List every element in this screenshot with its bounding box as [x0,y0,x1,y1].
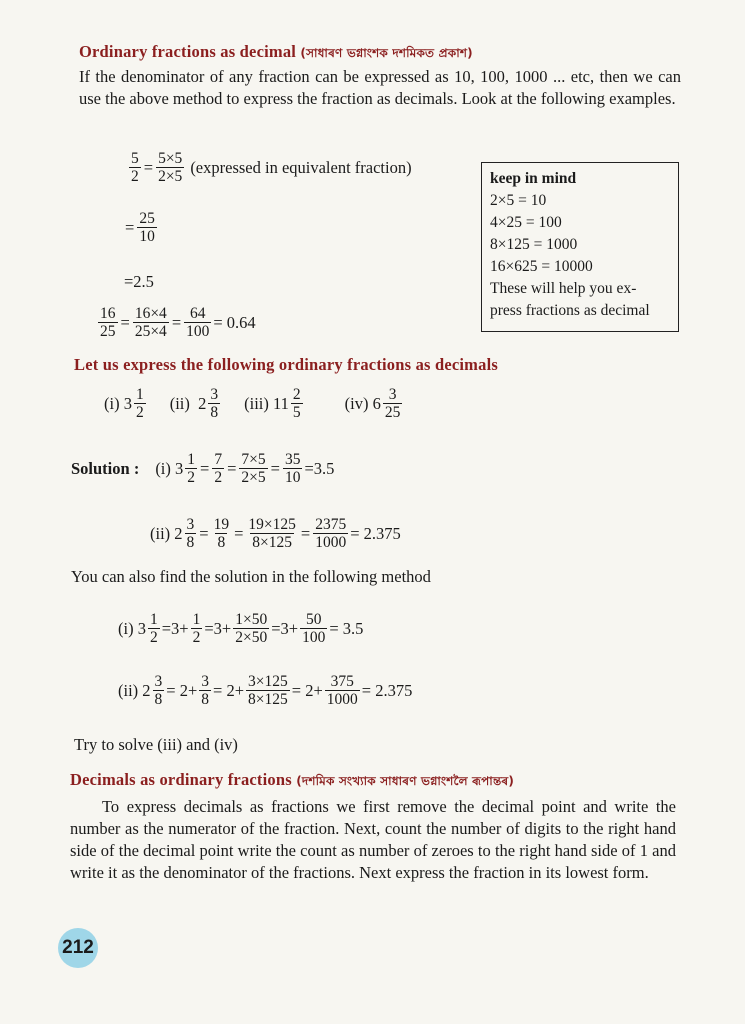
equals-sign: = [234,523,244,543]
solution-part-label: (ii) [150,523,171,543]
equals-sign: = [120,312,130,332]
keep-line: 2×5 = 10 [490,192,547,209]
section-heading-ordinary-to-decimal [79,42,473,65]
equals-sign: = [125,217,135,237]
solution-ii: (ii) 2 $\frac{3}{8}$ = $\frac{19}{8}$ = $\frac{19\times 125}{8\times 125}$ = $\frac{2375}{1000}$ = 2.375 [150,516,401,551]
exercise-label: (iv) [344,393,369,413]
heading-bengali: (দশমিক সংখ্যাক সাধাৰণ ভগ্নাংশলৈ ৰূপান্তৰ) [296,774,515,788]
result: = 0.64 [213,312,256,332]
plus-step: = 2+ [213,680,245,700]
example1-line2 [124,210,159,245]
exercise-item: (iii) 11 $\frac{2}{5}$ [244,386,301,421]
equals-sign: = [270,458,280,478]
keep-in-mind-title: keep in mind [490,170,577,187]
whole-part: 3 [123,393,132,413]
plus-step: =3+ [204,618,232,638]
keep-line: 16×625 = 10000 [490,258,593,275]
equals-sign: = [199,523,209,543]
solution-label: Solution : [71,458,140,478]
exercise-item: (iv) 6 $\frac{3}{25}$ [344,386,401,421]
solution-part-label: (i) [155,458,171,478]
exercise-list [104,386,404,421]
fraction: $\frac{64}{100}$ [186,305,210,340]
intro-paragraph: If the denominator of any fraction can be expressed as 10, 100, 1000 ... etc, then we can use the above method to express the fraction as decimals. Look at the following examples. [79,67,681,108]
fraction: $\frac{5}{2}$ [131,150,139,185]
exercise-label: (ii) [169,393,190,413]
result: = 3.5 [329,618,364,638]
example1-result: =2.5 [124,272,154,291]
solution-i: Solution : (i) 3 $\frac{1}{2}$ = $\frac{7}{2}$ = $\frac{7\times 5}{2\times 5}$ = $\frac{35}{10}$ =3.5 [71,451,335,486]
whole-part: 11 [273,393,289,413]
fraction: $\frac{16\times 4}{25\times 4}$ [134,305,167,340]
section-heading-express-fractions: Let us express the following ordinary fractions as decimals [74,355,498,374]
equals-sign: = [300,523,311,543]
closing-paragraph: To express decimals as fractions we first remove the decimal point and write the number as the numerator of the fraction. Next, count the number of digits to the right hand side of the decimal point write the count as number of zeroes to the right hand side of 1 and write it as the denominator of the fractions. Next express the fraction in its lowest form. [70,797,676,882]
plus-step: = 2+ [166,680,198,700]
heading-english: Ordinary fractions as decimal [79,42,297,61]
keep-line: These will help you ex- [490,280,637,297]
whole-part: 2 [174,523,183,543]
example-note: (expressed in equivalent fraction) [190,157,412,177]
whole-part: 2 [198,393,207,413]
plus-step: =3+ [271,618,299,638]
section-heading-decimal-to-fraction [70,770,514,793]
keep-in-mind-box [481,162,679,332]
keep-line: press fractions as decimal [490,302,650,319]
equals-sign: = [200,458,210,478]
equals-sign: = [171,312,182,332]
exercise-item: (i) 3 $\frac{1}{2}$ [104,386,144,421]
exercise-item: (ii) 2 $\frac{3}{8}$ [169,386,219,421]
fraction: $\frac{25}{10}$ [139,210,155,245]
result: = 2.375 [361,680,413,700]
alt-solution-i: (i) 3 $\frac{1}{2}$ =3+ $\frac{1}{2}$ =3+ $\frac{1\times 50}{2\times 50}$ =3+ $\frac{50}{100}$ = 3.5 [118,611,364,646]
alternative-method-text: You can also find the solution in the following method [71,567,431,586]
keep-line: 4×25 = 100 [490,214,562,231]
equals-sign: = [227,458,237,478]
heading-english: Decimals as ordinary fractions [70,770,292,789]
fraction: $\frac{16}{25}$ [100,305,116,340]
solution-part-label: (ii) [118,680,139,700]
example1-line1 [127,150,412,185]
plus-step: = 2+ [291,680,323,700]
whole-part: 2 [142,680,151,700]
keep-line: 8×125 = 1000 [490,236,578,253]
exercise-label: (i) [104,393,120,413]
plus-step: =3+ [161,618,189,638]
heading-bengali: (সাধাৰণ ভগ্নাংশক দশমিকত প্ৰকাশ) [300,46,473,60]
whole-part: 3 [175,458,184,478]
fraction: $\frac{5\times 5}{2\times 5}$ [158,150,183,185]
exercise-label: (iii) [244,393,269,413]
result: = 2.375 [350,523,401,543]
alt-solution-ii: (ii) 2 $\frac{3}{8}$ = 2+ $\frac{3}{8}$ = 2+ $\frac{3\times 125}{8\times 125}$ = 2+ $\frac{375}{1000}$ = 2.375 [118,673,413,708]
equals-sign: = [143,157,154,177]
example2-line [96,305,256,340]
try-to-solve-text: Try to solve (iii) and (iv) [74,735,238,754]
result: =3.5 [304,458,335,478]
whole-part: 6 [372,393,381,413]
solution-part-label: (i) [118,618,134,638]
whole-part: 3 [137,618,146,638]
page-number-badge: 212 [58,928,98,968]
